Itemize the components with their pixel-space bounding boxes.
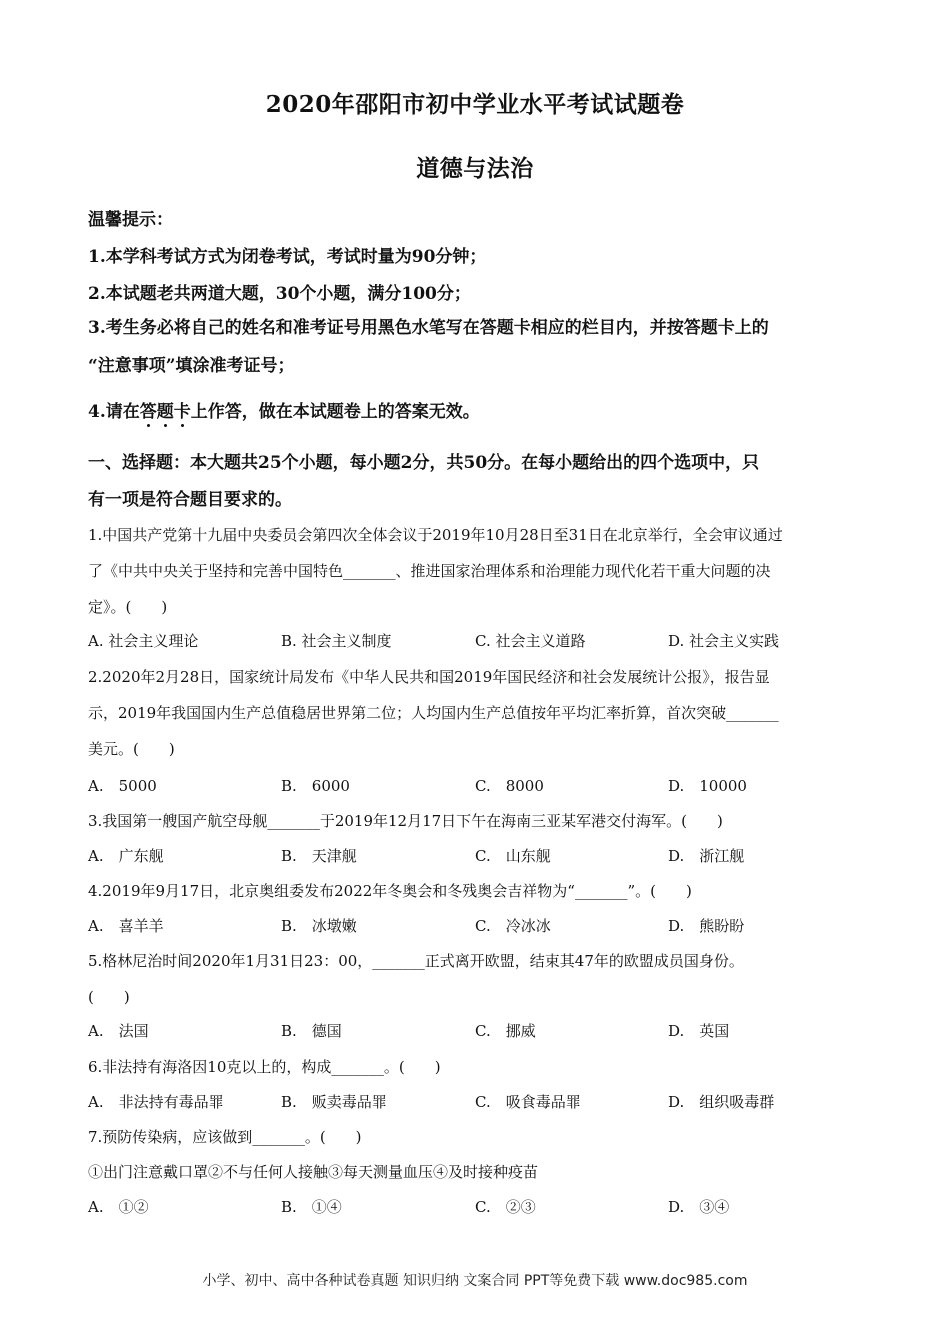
question-4-options [88,915,868,937]
tips-heading: 温馨提示： [88,210,173,230]
option-c: C. 8000 [475,777,544,795]
option-b: B. 6000 [281,777,350,795]
exam-title: 2020年邵阳市初中学业水平考试试题卷 [265,91,685,118]
section-1-line-1: 一、选择题：本大题共25个小题，每小题2分，共50分。在每小题给出的四个选项中，只 [88,453,760,473]
emphasis-char: 答 [140,397,157,422]
section-1-line-2: 有一项是符合题目要求的。 [88,490,292,510]
option-a: A. 非法持有毒品罪 [88,1093,224,1111]
question-3-line-1: 3.我国第一艘国产航空母舰_______于2019年12月17日下午在海南三亚某军港交付海军。( ) [88,812,723,830]
option-c: C. 吸食毒品罪 [475,1093,581,1111]
tip-2: 2.本试题老共两道大题，30个小题，满分100分； [88,284,471,304]
question-7-line-2: ①出门注意戴口罩②不与任何人接触③每天测量血压④及时接种疫苗 [88,1163,539,1181]
option-c: C. ②③ [475,1198,536,1216]
question-5-line-1: 5.格林尼治时间2020年1月31日23：00，_______正式离开欧盟，结束其47年的欧盟成员国身份。 [88,952,744,970]
option-a: A. ①② [88,1198,149,1216]
option-a: A. 社会主义理论 [88,632,199,650]
subject-title: 道德与法治 [416,155,534,182]
emphasis-char: 题 [157,397,174,422]
question-3-options [88,845,868,867]
tip-4 [88,397,480,422]
option-b: B. 社会主义制度 [281,632,392,650]
question-4-line-1: 4.2019年9月17日，北京奥组委发布2022年冬奥会和冬残奥会吉祥物为“_______”。( ) [88,882,692,900]
question-6-line-1: 6.非法持有海洛因10克以上的，构成_______。( ) [88,1058,441,1076]
option-d: D. ③④ [668,1198,730,1216]
tip-4-suffix: 上作答，做在本试题卷上的答案无效。 [190,402,480,422]
option-c: C. 山东舰 [475,847,551,865]
question-2-line-3: 美元。( ) [88,740,175,758]
question-2-line-1: 2.2020年2月28日，国家统计局发布《中华人民共和国2019年国民经济和社会发展统计公报》，报告显 [88,668,770,686]
option-b: B. 贩卖毒品罪 [281,1093,387,1111]
question-5-options [88,1020,868,1042]
option-d: D. 浙江舰 [668,847,745,865]
option-b: B. 冰墩嫩 [281,917,357,935]
question-5-line-2: ( ) [88,988,130,1006]
question-1-options [88,630,868,652]
option-d: D. 组织吸毒群 [668,1093,775,1111]
emphasis-char: 卡 [174,397,191,422]
option-d: D. 英国 [668,1022,730,1040]
question-1-line-2: 了《中共中央关于坚持和完善中国特色_______、推进国家治理体系和治理能力现代化若干重大问题的决 [88,562,771,580]
option-b: B. ①④ [281,1198,342,1216]
question-2-options [88,775,868,797]
option-c: C. 挪威 [475,1022,536,1040]
option-b: B. 天津舰 [281,847,357,865]
option-a: A. 法国 [88,1022,149,1040]
option-d: D. 社会主义实践 [668,632,780,650]
option-a: A. 5000 [88,777,157,795]
question-2-line-2: 示，2019年我国国内生产总值稳居世界第二位；人均国内生产总值按年平均汇率折算，首次突破_______ [88,704,779,722]
option-a: A. 广东舰 [88,847,164,865]
tip-4-prefix: 4.请在 [88,402,140,422]
option-c: C. 冷冰冰 [475,917,551,935]
question-1-line-3: 定》。( ) [88,598,168,616]
question-7-options [88,1196,868,1218]
question-7-line-1: 7.预防传染病，应该做到_______。( ) [88,1128,362,1146]
tip-3-line-1: 3.考生务必将自己的姓名和准考证号用黑色水笔写在答题卡相应的栏目内，并按答题卡上的 [88,318,769,338]
tip-3-line-2: “注意事项”填涂准考证号； [88,356,295,376]
tip-1: 1.本学科考试方式为闭卷考试，考试时量为90分钟； [88,247,487,267]
question-6-options [88,1091,868,1113]
option-b: B. 德国 [281,1022,342,1040]
question-1-line-1: 1.中国共产党第十九届中央委员会第四次全体会议于2019年10月28日至31日在北京举行，全会审议通过 [88,526,783,544]
option-a: A. 喜羊羊 [88,917,164,935]
option-d: D. 10000 [668,777,747,795]
option-c: C. 社会主义道路 [475,632,586,650]
option-d: D. 熊盼盼 [668,917,745,935]
footer-note: 小学、初中、高中各种试卷真题 知识归纳 文案合同 PPT等免费下载 www.doc985.com [202,1273,748,1289]
